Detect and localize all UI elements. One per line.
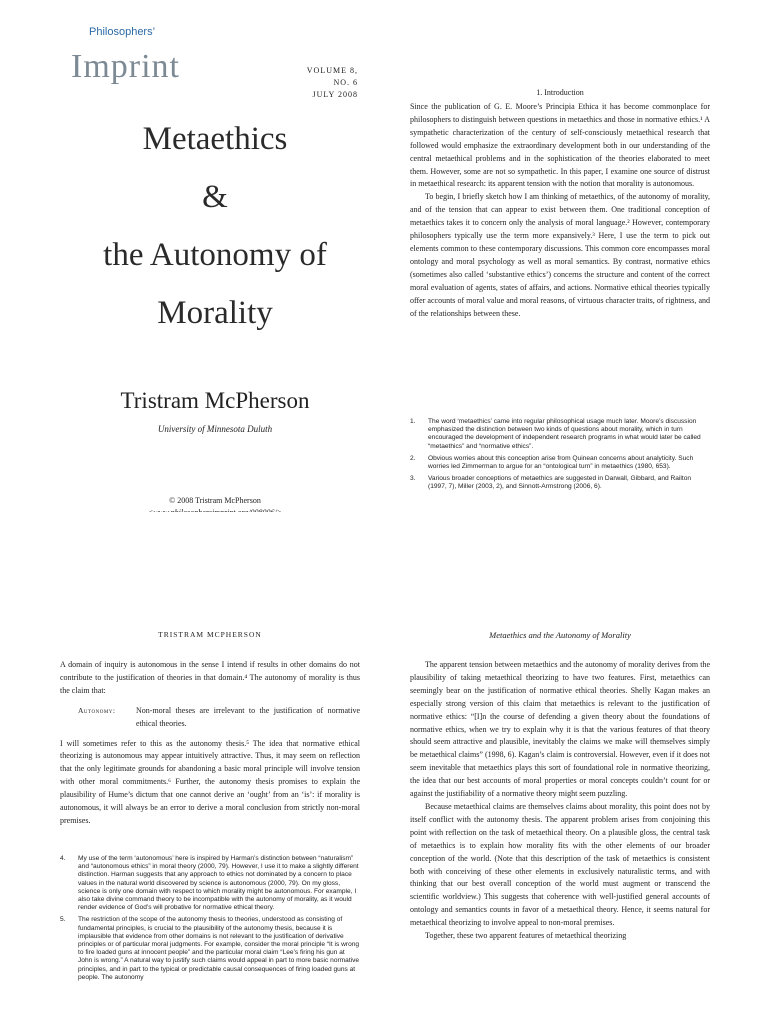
volume-info	[292, 65, 358, 101]
autonomy-thesis	[78, 705, 360, 731]
footnote-number: 5.	[60, 916, 66, 924]
footnote-text: Obvious worries about this conception arise from Quinean concerns about analyticity. Such worries led Zimmerman to argue for an “ontological turn” in metaethics (1980, 653).	[428, 454, 694, 471]
journal-brand-large: Imprint	[71, 48, 180, 85]
footnote-number: 1.	[410, 418, 416, 425]
title-line: Metaethics	[142, 121, 288, 157]
author-name: Tristram McPherson	[120, 388, 310, 413]
date-line: JULY 2008	[312, 90, 358, 99]
footnote	[410, 455, 710, 471]
footnote	[60, 916, 360, 982]
footnote-text: My use of the term ‘autonomous’ here is inspired by Harman’s distinction between “naturalism” and “autonomous ethics” in moral theory (2000, 79). However, I use it to make a slightly different distinction. Harman suggests that any approach to ethics not dominated by a concern to place values in the natural world discovered by science is autonomous (2000, 79). On my gloss, science is only one domain with respect to which morality might be autonomous. For example, I also take divine command theory to be incompatible with the autonomy of morality, as it would render evidence of God’s will probative for normative ethical theory.	[78, 855, 359, 912]
title-line: Morality	[157, 295, 273, 331]
paper-title	[60, 110, 370, 342]
journal-brand-small: Philosophers’	[89, 26, 156, 38]
title-line: &	[202, 179, 228, 215]
paragraph: The apparent tension between metaethics and the autonomy of morality derives from the plausibility of taking metaethical theorizing to have two features. First, metaethics can seemingly bear on the justification of normative ethical theories. Shelly Kagan makes an especially strong version of this claim that metaethics is relevant to the justification of normative ethics: “[I]n the course of defending a given theory about the foundations of normative ethics, when we try to explain why it is that the various features of that theory should seem attractive and plausible, inevitably the claims we make will themselves simply be metaethical claims” (1998, 6). Kagan’s claim is controversial. However, even if it does not seem inevitable that metaethics plays this sort of foundational role in normative theorizing, the idea that our best accounts of moral properties or moral concepts couldn’t count for or against the justifiability of a normative theory might seem puzzling.	[410, 660, 710, 799]
footnote-text: The word ‘metaethics’ came into regular philosophical usage much later. Moore’s discussion emphasized the distinction between two kinds of questions about morality, which in turn encouraged the development of independent research programs in what would later be called “metaethics” and “normative ethics”.	[428, 418, 701, 450]
thesis-text: Non-moral theses are irrelevant to the justification of normative ethical theories.	[136, 705, 360, 728]
copyright-line: © 2008 Tristram McPherson	[169, 496, 261, 505]
paragraph: Together, these two apparent features of metaethical theorizing	[425, 931, 627, 941]
paragraph: To begin, I briefly sketch how I am thinking of metaethics, of the autonomy of morality, and of the tension that can appear to exist between them. One traditional conception of metaethics takes it to concern only the analysis of moral language.² However, contemporary philosophers typically use the term more expansively.³ Here, I use the term to pick out elements common to these contemporary discussions. This common core encompasses moral ontology and moral psychology as well as moral semantics. By contrast, normative ethics (sometimes also called ‘substantive ethics’) concerns the structure and content of the correct moral evaluation of agents, states of affairs, and actions. Normative ethical theories typically offer accounts of moral value and moral reasons, of virtuous character traits, of rightness, and of the relationships between these.	[410, 192, 710, 318]
footnotes	[60, 855, 360, 986]
paragraph: Since the publication of G. E. Moore’s Principia Ethica it has become commonplace for philosophers to distinguish between questions in metaethics and those in normative ethics.¹ A sympathetic characterization of the century of self-consciously metaethical research that followed would emphasize the extraordinary development both in our understanding of the central metaethical problems and in the sophistication of the theories elaborated to meet them. However, some are not so sympathetic. In this paper, I examine one source of distrust in metaethical research: its apparent tension with the notion that morality is autonomous.	[410, 102, 710, 189]
footnote-number: 3.	[410, 475, 416, 483]
footnote-number: 4.	[60, 855, 66, 862]
footnote	[410, 418, 710, 451]
footnote-text: Various broader conceptions of metaethics are suggested in Darwall, Gibbard, and Railton (1997, 7), Miller (2003, 2), and Sinnott-Armstrong (2006, 6).	[428, 475, 692, 491]
paragraph: A domain of inquiry is autonomous in the sense I intend if results in other domains do not contribute to the justification of theories in that domain.⁴ The autonomy of morality is thus the claim that:	[60, 660, 360, 695]
footnote-number: 2.	[410, 454, 416, 462]
author-affiliation: University of Minnesota Duluth	[157, 424, 273, 434]
footnote	[60, 855, 360, 912]
volume-line: VOLUME 8, NO. 6	[306, 66, 358, 87]
section-heading: 1. Introduction	[536, 88, 584, 97]
title-line: the Autonomy of	[103, 237, 327, 273]
left-column-text	[60, 659, 360, 828]
thesis-label: Autonomy:	[78, 705, 116, 715]
footnote	[410, 475, 710, 491]
right-column-text	[410, 659, 710, 943]
footnote-text: The restriction of the scope of the autonomy thesis to theories, understood as consisting of fundamental principles, is crucial to the plausibility of the autonomy thesis, because it is implausible that evidence from other domains is not relevant to the justification of derivative principles or of particular moral judgments. For example, consider the moral principle “It is wrong to fire loaded guns at innocent people” and the particular moral claim “Lee’s firing his gun at John is wrong.” A natural way to justify such claims would appeal in part to more basic normative principles, and in part to the typical or predictable causal consequences of firing loaded guns at people. The autonomy	[78, 916, 360, 981]
running-head-left: TRISTRAM MCPHERSON	[158, 630, 262, 639]
paragraph: Because metaethical claims are themselves claims about morality, this point does not by itself conflict with the autonomy thesis. The apparent problem arises from conjoining this point with reflection on the task of metaethical theory. On a plausible gloss, the central task of metaethics is to explain how morality fits with the other elements of our broader conception of the world. (Note that this description of the task of metaethics is consistent both with conceiving of these other elements in exclusively naturalistic terms, and with thinking that our best overall conception of the world must augment or transcend the scientific worldview.) This suggests that coherence with well-justified general accounts of ontology and semantics counts in favor of a metaethical theory. Hence, it seems natural for metaethical theorizing to involve appeal to non-moral premises.	[410, 801, 710, 928]
intro-text	[410, 101, 710, 320]
paragraph: I will sometimes refer to this as the autonomy thesis.⁵ The idea that normative ethical theorizing is autonomous may appear intuitively attractive. Thus, it may seem on reflection that the only legitimate grounds for abandoning a basic moral principle will involve tension with other moral commitments.⁶ Further, the autonomy thesis promises to explain the plausibility of Hume’s dictum that one cannot derive an ‘ought’ from an ‘is’: if morality is autonomous, it will always be an error to derive a moral conclusion from strictly non-moral premises.	[60, 738, 360, 825]
footnotes	[410, 418, 710, 496]
running-head-right: Metaethics and the Autonomy of Morality	[489, 630, 631, 640]
page-2	[0, 512, 768, 1024]
